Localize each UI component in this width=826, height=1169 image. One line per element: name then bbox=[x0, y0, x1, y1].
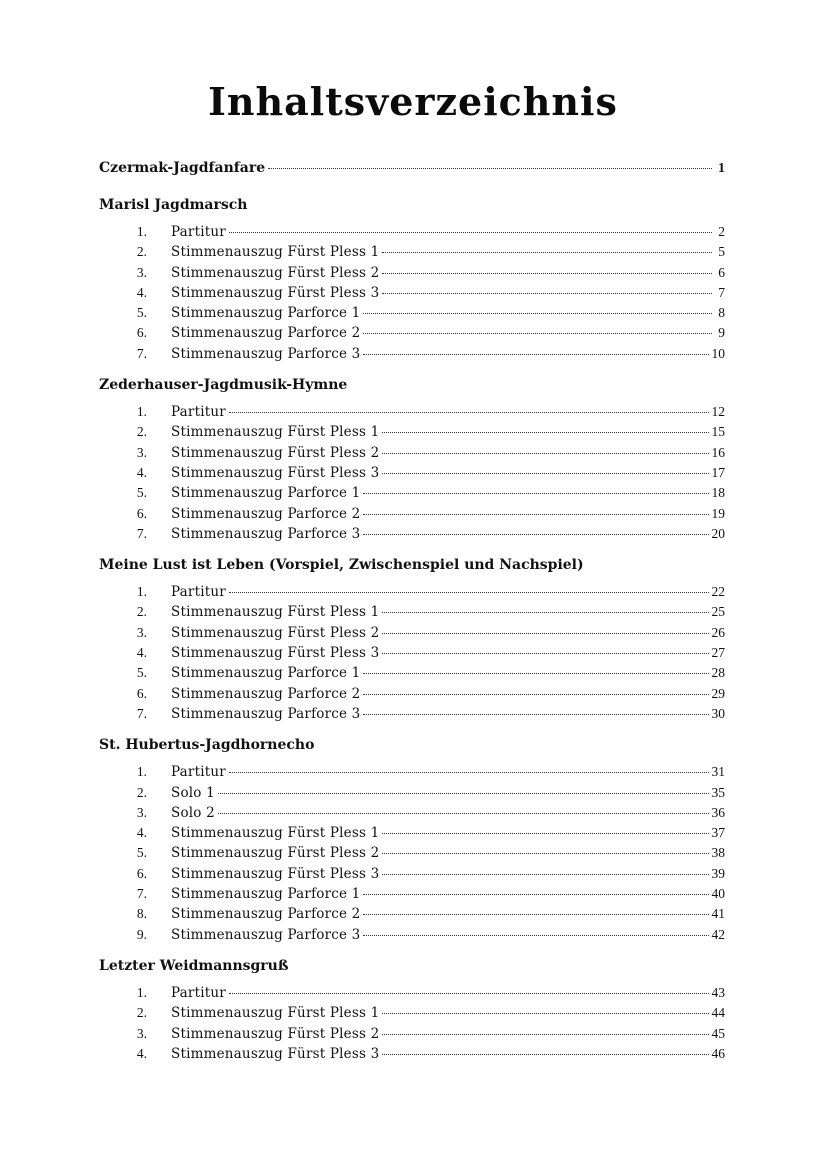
item-number: 1. bbox=[136, 984, 147, 1000]
toc-entry-page: 1 bbox=[718, 161, 725, 176]
item-number: 4. bbox=[136, 825, 147, 841]
dot-leader bbox=[382, 833, 708, 834]
item-page: 22 bbox=[711, 584, 725, 600]
dot-leader bbox=[363, 313, 712, 314]
dot-leader bbox=[382, 874, 708, 875]
item-label: Stimmenauszug Parforce 1 bbox=[171, 305, 361, 322]
toc-item[interactable] bbox=[99, 645, 725, 665]
item-page: 6 bbox=[718, 264, 725, 280]
item-label: Stimmenauszug Fürst Pless 3 bbox=[171, 865, 380, 882]
item-page: 28 bbox=[711, 665, 725, 681]
toc-item[interactable] bbox=[99, 1005, 725, 1025]
dot-leader bbox=[363, 333, 712, 334]
item-label: Partitur bbox=[171, 404, 226, 421]
item-label: Stimmenauszug Parforce 1 bbox=[171, 485, 361, 502]
item-label: Stimmenauszug Fürst Pless 1 bbox=[171, 424, 380, 441]
item-page: 27 bbox=[711, 645, 725, 661]
toc-item[interactable] bbox=[99, 985, 725, 1005]
toc-entry-label: Czermak-Jagdfanfare bbox=[99, 160, 266, 176]
item-number: 7. bbox=[136, 345, 147, 361]
item-number: 1. bbox=[136, 584, 147, 600]
dot-leader bbox=[363, 354, 708, 355]
dot-leader bbox=[382, 1054, 708, 1055]
toc-section bbox=[99, 194, 725, 366]
item-page: 12 bbox=[711, 404, 725, 420]
dot-leader bbox=[363, 493, 708, 494]
item-label: Stimmenauszug Parforce 3 bbox=[171, 705, 361, 722]
item-number: 1. bbox=[136, 404, 147, 420]
item-label: Stimmenauszug Parforce 3 bbox=[171, 926, 361, 943]
item-number: 4. bbox=[136, 464, 147, 480]
item-label: Solo 2 bbox=[171, 804, 215, 821]
item-page: 7 bbox=[718, 284, 725, 300]
toc-item[interactable] bbox=[99, 785, 725, 805]
dot-leader bbox=[229, 993, 709, 994]
dot-leader bbox=[382, 1013, 708, 1014]
item-label: Stimmenauszug Parforce 2 bbox=[171, 325, 361, 342]
toc-item[interactable] bbox=[99, 244, 725, 264]
item-number: 4. bbox=[136, 1045, 147, 1061]
section-items bbox=[99, 224, 725, 366]
item-label: Stimmenauszug Fürst Pless 1 bbox=[171, 244, 380, 261]
dot-leader bbox=[382, 612, 708, 613]
dot-leader bbox=[229, 232, 712, 233]
item-page: 17 bbox=[711, 464, 725, 480]
item-page: 8 bbox=[718, 305, 725, 321]
toc-item[interactable] bbox=[99, 465, 725, 485]
item-label: Stimmenauszug Fürst Pless 2 bbox=[171, 1025, 380, 1042]
item-number: 2. bbox=[136, 424, 147, 440]
item-page: 9 bbox=[718, 325, 725, 341]
toc-item[interactable] bbox=[99, 625, 725, 645]
dot-leader bbox=[363, 914, 708, 915]
item-label: Stimmenauszug Fürst Pless 1 bbox=[171, 825, 380, 842]
dot-leader bbox=[382, 473, 708, 474]
toc-item[interactable] bbox=[99, 1026, 725, 1046]
toc-section bbox=[99, 734, 725, 947]
item-number: 2. bbox=[136, 1005, 147, 1021]
toc-item[interactable] bbox=[99, 305, 725, 325]
item-number: 7. bbox=[136, 525, 147, 541]
toc-item[interactable] bbox=[99, 886, 725, 906]
toc-item[interactable] bbox=[99, 584, 725, 604]
toc-item[interactable] bbox=[99, 445, 725, 465]
item-page: 42 bbox=[711, 926, 725, 942]
dot-leader bbox=[363, 673, 708, 674]
item-number: 3. bbox=[136, 624, 147, 640]
toc-item[interactable] bbox=[99, 825, 725, 845]
section-title[interactable]: St. Hubertus-Jagdhornecho bbox=[99, 737, 315, 754]
item-page: 2 bbox=[718, 224, 725, 239]
toc-item[interactable] bbox=[99, 866, 725, 886]
section-items bbox=[99, 764, 725, 947]
item-number: 5. bbox=[136, 485, 147, 501]
dot-leader bbox=[363, 894, 708, 895]
item-label: Stimmenauszug Parforce 2 bbox=[171, 685, 361, 702]
dot-leader bbox=[229, 412, 709, 413]
dot-leader bbox=[382, 653, 708, 654]
toc-item[interactable] bbox=[99, 424, 725, 444]
toc-section bbox=[99, 955, 725, 1066]
dot-leader bbox=[363, 534, 708, 535]
item-page: 19 bbox=[711, 505, 725, 521]
item-label: Stimmenauszug Parforce 1 bbox=[171, 886, 361, 903]
toc-item[interactable] bbox=[99, 665, 725, 685]
item-label: Stimmenauszug Fürst Pless 2 bbox=[171, 444, 380, 461]
item-number: 6. bbox=[136, 505, 147, 521]
toc-item[interactable] bbox=[99, 805, 725, 825]
item-number: 6. bbox=[136, 865, 147, 881]
toc-item[interactable] bbox=[99, 1046, 725, 1066]
dot-leader bbox=[382, 293, 712, 294]
item-number: 3. bbox=[136, 804, 147, 820]
item-label: Stimmenauszug Parforce 2 bbox=[171, 505, 361, 522]
item-page: 30 bbox=[711, 705, 725, 721]
item-page: 31 bbox=[711, 764, 725, 780]
item-page: 18 bbox=[711, 485, 725, 501]
item-number: 5. bbox=[136, 305, 147, 321]
item-number: 2. bbox=[136, 784, 147, 800]
item-label: Stimmenauszug Parforce 1 bbox=[171, 665, 361, 682]
item-label: Stimmenauszug Parforce 3 bbox=[171, 525, 361, 542]
toc-item[interactable] bbox=[99, 224, 725, 244]
item-number: 3. bbox=[136, 444, 147, 460]
toc-item[interactable] bbox=[99, 404, 725, 424]
item-number: 3. bbox=[136, 264, 147, 280]
dot-leader bbox=[218, 793, 709, 794]
toc-section bbox=[99, 554, 725, 726]
toc-item[interactable] bbox=[99, 485, 725, 505]
toc-item[interactable] bbox=[99, 845, 725, 865]
item-label: Stimmenauszug Fürst Pless 1 bbox=[171, 604, 380, 621]
item-page: 16 bbox=[711, 444, 725, 460]
item-label: Stimmenauszug Parforce 3 bbox=[171, 345, 361, 362]
toc-item[interactable] bbox=[99, 265, 725, 285]
dot-leader bbox=[363, 694, 708, 695]
item-label: Stimmenauszug Fürst Pless 3 bbox=[171, 464, 380, 481]
item-page: 25 bbox=[711, 604, 725, 620]
item-label: Partitur bbox=[171, 764, 226, 781]
item-label: Stimmenauszug Fürst Pless 3 bbox=[171, 1045, 380, 1062]
item-page: 29 bbox=[711, 685, 725, 701]
item-label: Stimmenauszug Fürst Pless 2 bbox=[171, 845, 380, 862]
item-page: 38 bbox=[711, 845, 725, 861]
item-page: 20 bbox=[711, 525, 725, 541]
item-label: Stimmenauszug Fürst Pless 3 bbox=[171, 284, 380, 301]
item-number: 2. bbox=[136, 244, 147, 260]
item-number: 5. bbox=[136, 845, 147, 861]
item-page: 35 bbox=[711, 784, 725, 800]
item-number: 8. bbox=[136, 906, 147, 922]
toc-item[interactable] bbox=[99, 906, 725, 926]
toc-item[interactable] bbox=[99, 764, 725, 784]
toc-sections bbox=[99, 194, 725, 1066]
section-title[interactable]: Letzter Weidmannsgruß bbox=[99, 957, 289, 974]
dot-leader bbox=[363, 514, 708, 515]
item-number: 1. bbox=[136, 764, 147, 780]
item-page: 37 bbox=[711, 825, 725, 841]
item-label: Stimmenauszug Parforce 2 bbox=[171, 906, 361, 923]
item-number: 9. bbox=[136, 926, 147, 942]
item-label: Stimmenauszug Fürst Pless 2 bbox=[171, 624, 380, 641]
toc-item[interactable] bbox=[99, 927, 725, 947]
item-page: 46 bbox=[711, 1045, 725, 1061]
item-number: 5. bbox=[136, 665, 147, 681]
toc-item[interactable] bbox=[99, 506, 725, 526]
item-number: 2. bbox=[136, 604, 147, 620]
toc-item[interactable] bbox=[99, 686, 725, 706]
dot-leader bbox=[229, 592, 709, 593]
item-number: 7. bbox=[136, 705, 147, 721]
section-title[interactable]: Meine Lust ist Leben (Vorspiel, Zwischenspiel und Nachspiel) bbox=[99, 557, 584, 574]
item-page: 36 bbox=[711, 804, 725, 820]
dot-leader bbox=[363, 935, 708, 936]
section-title[interactable]: Marisl Jagdmarsch bbox=[99, 197, 248, 213]
section-items bbox=[99, 404, 725, 546]
item-number: 6. bbox=[136, 685, 147, 701]
dot-leader bbox=[229, 772, 709, 773]
dot-leader bbox=[382, 273, 712, 274]
item-page: 40 bbox=[711, 886, 725, 902]
item-page: 41 bbox=[711, 906, 725, 922]
item-label: Stimmenauszug Fürst Pless 1 bbox=[171, 1005, 380, 1022]
item-number: 4. bbox=[136, 284, 147, 300]
toc-item[interactable] bbox=[99, 325, 725, 345]
dot-leader bbox=[382, 1034, 708, 1035]
toc-item[interactable] bbox=[99, 526, 725, 546]
dot-leader bbox=[363, 714, 708, 715]
toc-item[interactable] bbox=[99, 706, 725, 726]
page-title: Inhaltsverzeichnis bbox=[208, 79, 618, 124]
toc-item[interactable] bbox=[99, 285, 725, 305]
table-of-contents bbox=[99, 160, 725, 1066]
item-page: 10 bbox=[711, 345, 725, 361]
toc-entry-top[interactable] bbox=[99, 160, 725, 186]
section-items bbox=[99, 584, 725, 726]
item-label: Solo 1 bbox=[171, 784, 215, 801]
item-number: 3. bbox=[136, 1025, 147, 1041]
item-label: Stimmenauszug Fürst Pless 3 bbox=[171, 645, 380, 662]
item-number: 6. bbox=[136, 325, 147, 341]
item-label: Partitur bbox=[171, 224, 226, 240]
item-number: 1. bbox=[136, 224, 147, 239]
dot-leader bbox=[382, 432, 708, 433]
item-page: 44 bbox=[711, 1005, 725, 1021]
section-items bbox=[99, 985, 725, 1066]
item-number: 4. bbox=[136, 645, 147, 661]
item-page: 26 bbox=[711, 624, 725, 640]
item-label: Stimmenauszug Fürst Pless 2 bbox=[171, 264, 380, 281]
item-page: 39 bbox=[711, 865, 725, 881]
section-title[interactable]: Zederhauser-Jagdmusik-Hymne bbox=[99, 377, 348, 394]
item-label: Partitur bbox=[171, 584, 226, 601]
toc-item[interactable] bbox=[99, 346, 725, 366]
dot-leader bbox=[268, 168, 712, 169]
item-page: 15 bbox=[711, 424, 725, 440]
dot-leader bbox=[218, 813, 709, 814]
toc-section bbox=[99, 374, 725, 546]
dot-leader bbox=[382, 453, 708, 454]
item-page: 5 bbox=[718, 244, 725, 260]
toc-item[interactable] bbox=[99, 604, 725, 624]
item-label: Partitur bbox=[171, 984, 226, 1001]
dot-leader bbox=[382, 853, 708, 854]
item-number: 7. bbox=[136, 886, 147, 902]
dot-leader bbox=[382, 633, 708, 634]
dot-leader bbox=[382, 252, 712, 253]
item-page: 43 bbox=[711, 984, 725, 1000]
item-page: 45 bbox=[711, 1025, 725, 1041]
